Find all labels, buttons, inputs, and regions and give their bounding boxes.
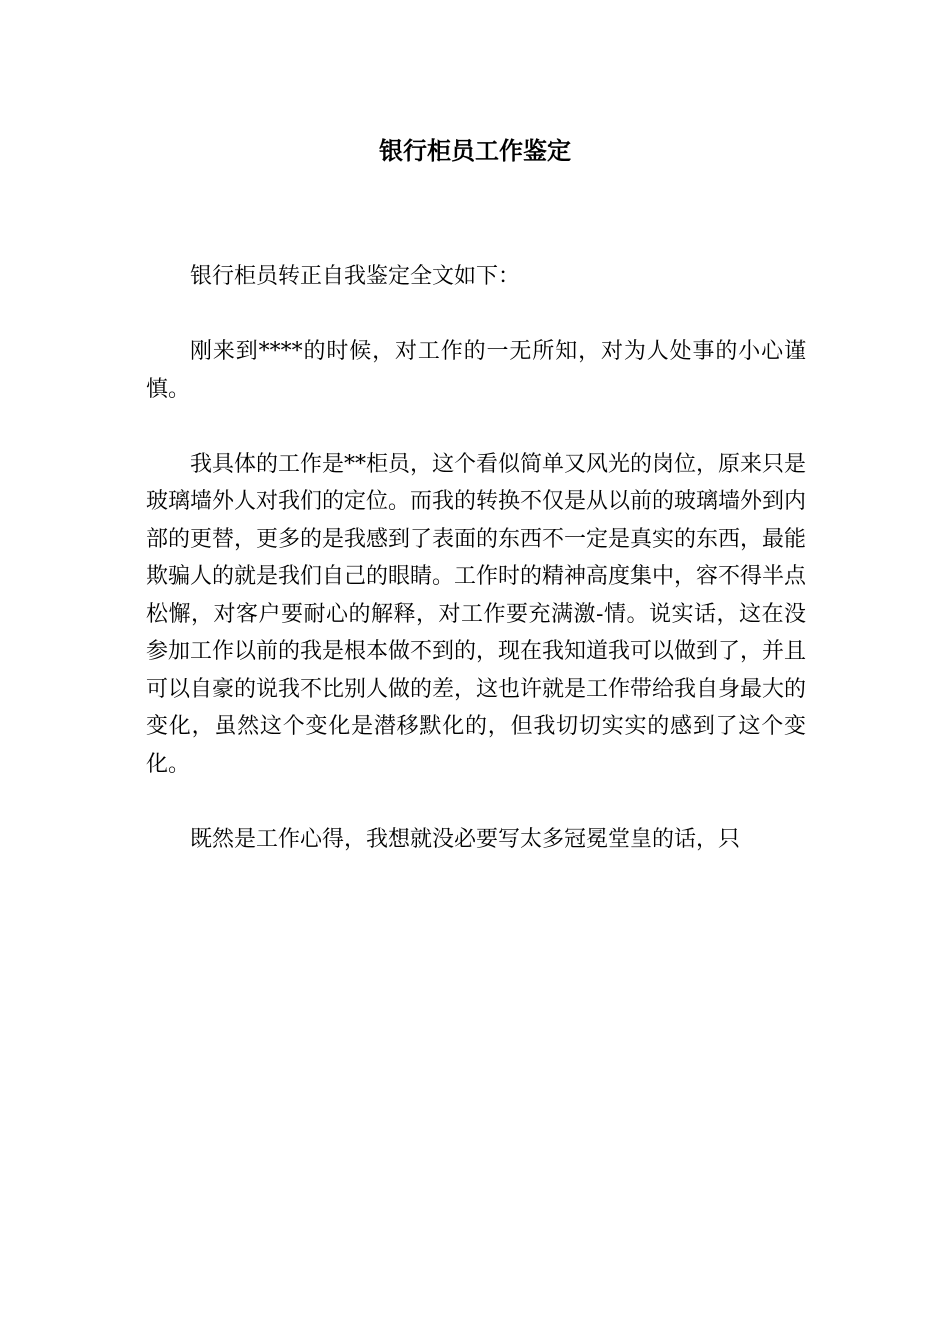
paragraph-arrival: 刚来到****的时候，对工作的一无所知，对为人处事的小心谨慎。 — [146, 339, 806, 402]
document-title: 银行柜员工作鉴定 — [379, 136, 571, 165]
document-body — [146, 258, 806, 896]
paragraph-work-insights: 既然是工作心得，我想就没必要写太多冠冕堂皇的话，只 — [190, 826, 741, 852]
paragraph-intro: 银行柜员转正自我鉴定全文如下： — [190, 264, 521, 289]
paragraph-work-description: 我具体的工作是**柜员，这个看似简单又风光的岗位，原来只是玻璃墙外人对我们的定位。而我的转换不仅是从以前的玻璃墙外到内部的更替，更多的是我感到了表面的东西不一定是真实的东西，最能欺骗人的就是我们自己的眼睛。工作时的精神高度集中，容不得半点松懈，对客户要耐心的解释，对工作要充满激-情。说实话，这在没参加工作以前的我是根本做不到的，现在我知道我可以做到了，并且可以自豪的说我不比别人做的差，这也许就是工作带给我自身最大的变化，虽然这个变化是潜移默化的，但我切切实实的感到了这个变化。 — [146, 451, 807, 777]
